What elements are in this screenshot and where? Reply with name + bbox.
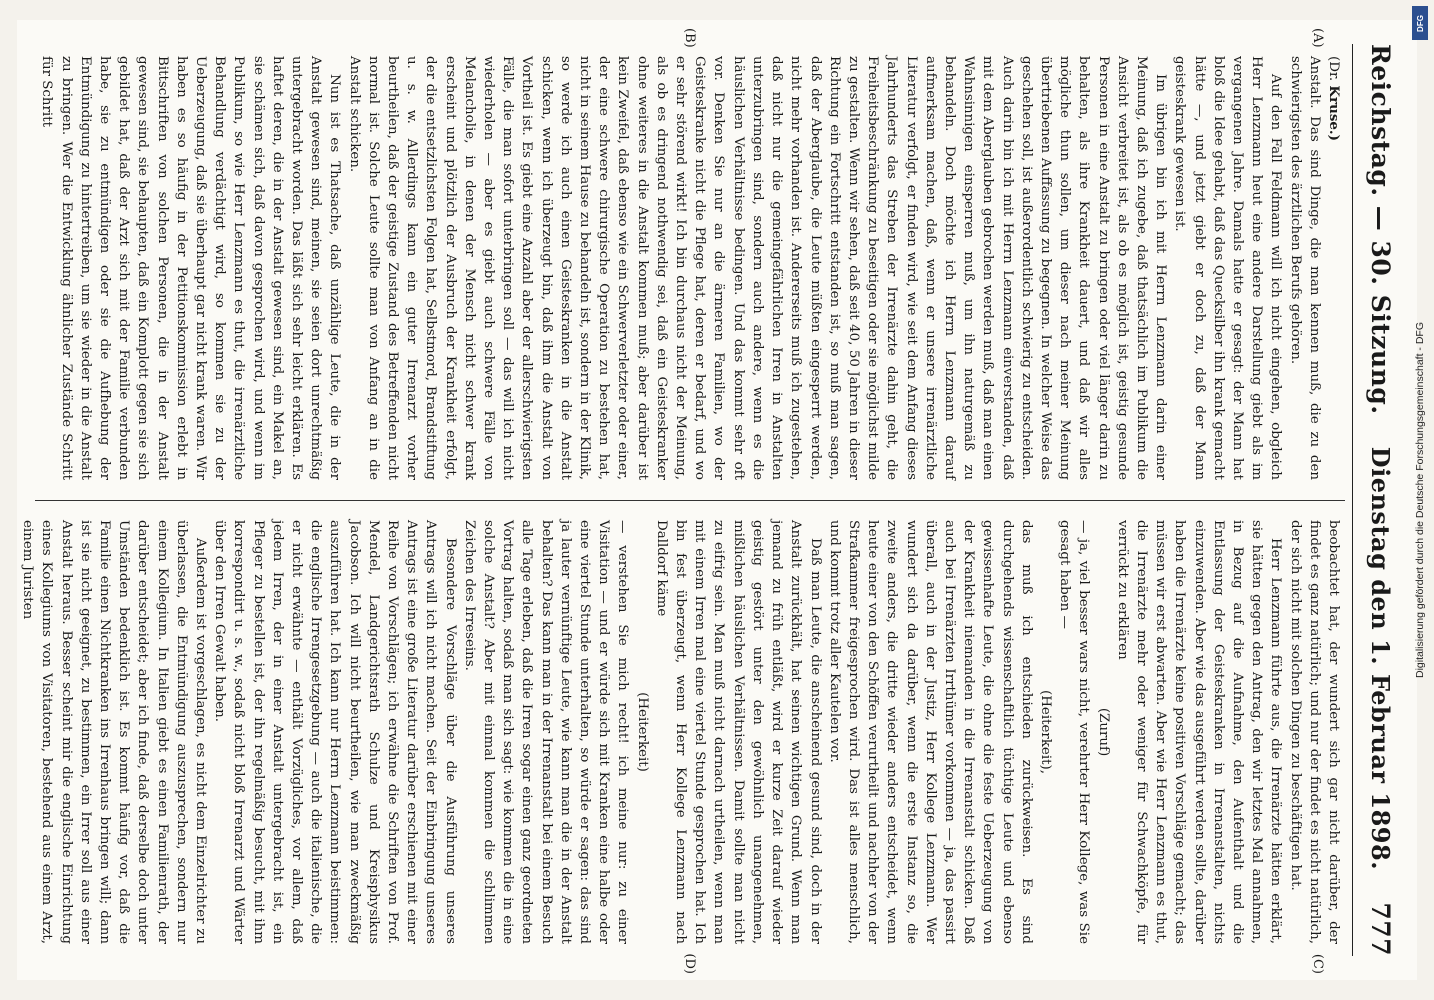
paragraph: — ja, viel besser wars nicht, verehrter Herr Kollege, was Sie gesagt haben — bbox=[1057, 520, 1092, 944]
page-number: 777 bbox=[1366, 902, 1396, 956]
paragraph: beobachtet hat, der wundert sich gar nicht darüber, der findet es ganz natürlich; und nur der findet es nicht natürlich, der sich nicht mit solchen Dingen zu beschäftigen hat. bbox=[1287, 520, 1341, 944]
interjection: (Zuruf) bbox=[1095, 707, 1111, 757]
paragraph: das muß ich entschieden zurückweisen. Es sind durchgehends wissenschaftlich tüchtige Leute und ebenso gewissenhafte Leute, die ohne die feste Ueberzeugung von der Krankheit niemanden in die Irrenanstalt schicken. Daß auch bei Irrenärzten Irrthümer vorkommen — ja, das passirt überall, auch in der Justiz, Herr Kollege Lenzmann. Wer wundert sich da darüber, wenn die erste Instanz so, die zweite anders, die dritte wieder anders entscheidet, wenn heute einer von den Schöffen verurtheilt und nachher von der Strafkammer freigesprochen wird. Das ist alles menschlich, und kommt trotz aller Kautelen vor. bbox=[826, 520, 1034, 944]
paragraph: — verstehen Sie mich recht! ich meine nur: zu einer Visitation — und er würde sich mit Kranken eine halbe oder eine viertel Stunde unterhalten, so würde er sagen: das sind ja lauter vernünftige Leute, wie kann man die in der Anstalt behalten? Das kann man in der Irrenanstalt bei einem Besuch alle Tage erleben, daß die Irren sogar einen ganz geordneten Vortrag halten, sodaß man sich sagt: wie kommen die in eine solche Anstalt? Aber mit einmal kommen die schlimmen Zeichen des Irreseins. bbox=[461, 520, 631, 944]
page-header bbox=[1355, 44, 1407, 956]
speaker-open: (Dr. bbox=[1326, 56, 1341, 82]
paragraph: Nun ist es Thatsache, daß unzählige Leute, die in der Anstalt gewesen sind, meinen, sie seien dort unrechtmäßig untergebracht worden. Das läßt sich sehr leicht erklären. Es haftet deren, die in der Anstalt gewesen sind, ein Makel an, sie schämen sich, daß davon gesprochen wird, und wenn im Publikum, so wie Herr Lenzmann es thut, die irrenärztliche Behandlung verdächtigt wird, so kommen sie zu der Ueberzeugung, daß sie überhaupt gar nicht krank waren. Wir haben es so häufig in der Petitionskommission erlebt in Bittschriften von solchen Personen, die in der Anstalt gewesen sind, sie behaupten, daß ein Komplott gegen sie sich gebildet hat, daß der Arzt sich mit der Familie verbunden habe, sie zu entmündigen oder sie die Aufhebung der Entmündigung zu hintertreiben, um sie wieder in die Anstalt zu bringen. Wer die Entwicklung ähnlicher Zustände Schritt für Schritt bbox=[39, 56, 343, 480]
digitization-note-text: Digitalisierung gefördert durch die Deutsche Forschungsgemeinschaft - DFG bbox=[1414, 321, 1426, 679]
interjection: (Heiterkeit) bbox=[634, 692, 650, 772]
margin-letter-d: (D) bbox=[682, 953, 697, 974]
paragraph: Herr Lenzmann führte aus, die Irrenärzte hätten erklärt, sie hätten gegen den Antrag, den wir letztes Mal annahmen, in Bezug auf die Aufnahme, den Aufenthalt und die Entlassung der Geisteskranken in Irrenanstalten, nichts einzuwenden. Aber wie das ausgeführt werden sollte, darüber haben die Irrenärzte keine positiven Vorschläge gemacht; das müssen wir erst abwarten. Aber wie Herr Lenzmann es thut, die Irrenärzte mehr oder weniger für Schwachköpfe, für verrückt zu erklären bbox=[1114, 520, 1284, 944]
margin-letter-a: (A) bbox=[1310, 28, 1325, 48]
paragraph: Auf den Fall Feldmann will ich nicht eingehen, obgleich Herr Lenzmann heut eine andere Darstellung giebt als im vergangenen Jahre. Damals hatte er gesagt: der Mann hat bloß die Idee gehabt, daß das Quecksilber ihn krank gemacht hätte —, und jetzt giebt er doch zu, daß der Mann geisteskrank gewesen ist. bbox=[1172, 56, 1284, 480]
paragraph: Daß man Leute, die anscheinend gesund sind, doch in der Anstalt zurückhält, hat seinen wichtigen Grund. Wenn man jemand zu früh entläßt, wird er kurze Zeit darauf wieder geistig gestört unter den gewöhnlich unangenehmen, mißlichen häuslichen Verhältnissen. Damit sollte man nicht zu eifrig sein. Man muß nicht darnach urtheilen, wenn man mit einem Irren mal eine viertel Stunde gesprochen hat. Ich bin fest überzeugt, wenn Herr Kollege Lenzmann nach Dalldorf käme bbox=[653, 520, 823, 944]
header-left-title: Reichstag. — 30. Sitzung. bbox=[1366, 44, 1396, 415]
right-column bbox=[20, 520, 1343, 944]
document-page bbox=[17, 20, 1417, 980]
paragraph: Besondere Vorschläge über die Ausführung unseres Antrags will ich nicht machen. Seit der Einbringung unseres Antrags ist eine große Literatur darüber erschienen mit einer Reihe von Vorschlägen; ich erwähne die Schriften von Prof. Mendel, Landgerichtsrath Schulze und Kreisphysikus Jacobson. Ich will nicht beurtheilen, wie man zweckmäßig auszuführen hat. Ich kann nur Herrn Lenzmann beistimmen: die englische Irrengesetzgebung — auch die italienische, die er nicht erwähnte — enthält Vorzügliches, vor allem, daß jedem Irren, der in einer Anstalt untergebracht ist, ein Pfleger zu bestellen ist, der ihn regelmäßig besucht, mit ihm korrespondirt u. s. w., sodaß nicht bloß Irrenarzt und Wärter über den Irren Gewalt haben. bbox=[212, 520, 458, 944]
speaker-name: Kruse.) bbox=[1326, 85, 1342, 141]
left-column bbox=[35, 56, 1343, 480]
paragraph: Im übrigen bin ich mit Herrn Lenzmann darin einer Meinung, daß ich zugebe, daß thatsächlich im Publikum die Ansicht verbreitet ist, als ob es möglich ist, geistig gesunde Personen in eine Anstalt zu bringen oder viel länger darin zu behalten, als ihre Krankheit dauert, und daß wir alles mögliche thun sollen, um dieser nach meiner Meinung übertriebenen Auffassung zu begegnen. In welcher Weise das geschehen soll, ist außerordentlich schwierig zu entscheiden. Auch darin bin ich mit Herrn Lenzmann einverstanden, daß mit dem Aberglauben gebrochen werden muß, daß man einen Wahnsinnigen einsperren muß, um ihn naturgemäß zu behandeln. Doch möchte ich Herrn Lenzmann darauf aufmerksam machen, daß, wenn er unsere irrenärztliche Literatur verfolgt, er finden wird, wie seit dem Anfang dieses Jahrhunderts das Streben der Irrenärzte dahin geht, die Freiheitsbeschränkung zu beseitigen oder sie möglichst milde zu gestalten. Wenn wir sehen, daß seit 40, 50 Jahren in dieser Richtung ein Fortschritt entstanden ist, so muß man sagen, daß der Aberglaube, die Leute müßten eingesperrt werden, nicht mehr vorhanden ist. Andererseits muß ich zugestehen, daß nicht nur die gemeingefährlichen Irren in Anstalten unterzubringen sind, sondern auch andere, wenn es die häuslichen Verhältnisse bedingen. Und das kommt sehr oft vor. Denken Sie nur an die ärmeren Familien, wo der Geisteskranke nicht die Pflege hat, deren er bedarf, und wo er sehr störend wirkt! Ich bin durchaus nicht der Meinung, als ob es dringend nothwendig sei, daß ein Geisteskranker ohne weiteres in die Anstalt kommen muß; aber darüber ist kein Zweifel, daß ebenso wie ein Schwerverletzter oder einer, der eine schwere chirurgische Operation zu bestehen hat, nicht in seinem Hause zu behandeln ist, sondern in der Klinik, so werde ich auch einen Geisteskranken in die Anstalt schicken, wenn ich überzeugt bin, daß ihm die Anstalt von Vortheil ist. Es giebt eine Anzahl aber der allerschwierigsten Fälle, die man sofort unterbringen soll — das will ich nicht wiederholen — aber es giebt auch schwere Fälle von Melancholie, in denen der Mensch nicht schwer krank erscheint und plötzlich der Ausbruch der Krankheit erfolgt, der die entsetzlichsten Folgen hat, Selbstmord, Brandstiftung u. s. w. Allerdings kann ein guter Irrenarzt vorher beurtheilen, daß der geistige Zustand des Betreffenden nicht normal ist. Solche Leute sollte man von Anfang an in die Anstalt schicken. bbox=[346, 56, 1169, 480]
margin-letter-b: (B) bbox=[682, 28, 697, 48]
digitization-note bbox=[1410, 20, 1430, 980]
header-rule bbox=[1352, 44, 1353, 956]
paragraph: Anstalt. Das sind Dinge, die man kennen muß, die zu den schwierigsten des ärztlichen Berufs gehören. bbox=[1287, 56, 1322, 480]
paragraph: Außerdem ist vorgeschlagen, es nicht dem Einzelrichter zu überlassen, die Entmündigung auszusprechen, sondern nur einem Kollegium. In Italien giebt es einen Familienrath, der darüber entscheidet; aber ich finde, daß derselbe doch unter Umständen bedenklich ist. Es kommt häufig vor, daß die Familie einen Nichtkranken ins Irrenhaus bringen will; dann ist sie nicht geeignet, zu bestimmen, ein Irrer soll aus einer Anstalt heraus. Besser scheint mir die englische Einrichtung eines Kollegiums von Visitatoren, bestehend aus einem Arzt, einem Juristen bbox=[20, 520, 209, 944]
column-divider bbox=[35, 500, 1345, 501]
header-date: Dienstag den 1. Februar 1898. bbox=[1366, 446, 1396, 871]
dfg-logo: DFG bbox=[1412, 6, 1428, 40]
speaker-line bbox=[1324, 56, 1343, 480]
margin-letter-c: (C) bbox=[1310, 953, 1325, 974]
interjection: (Heiterkeit), bbox=[1037, 690, 1053, 774]
